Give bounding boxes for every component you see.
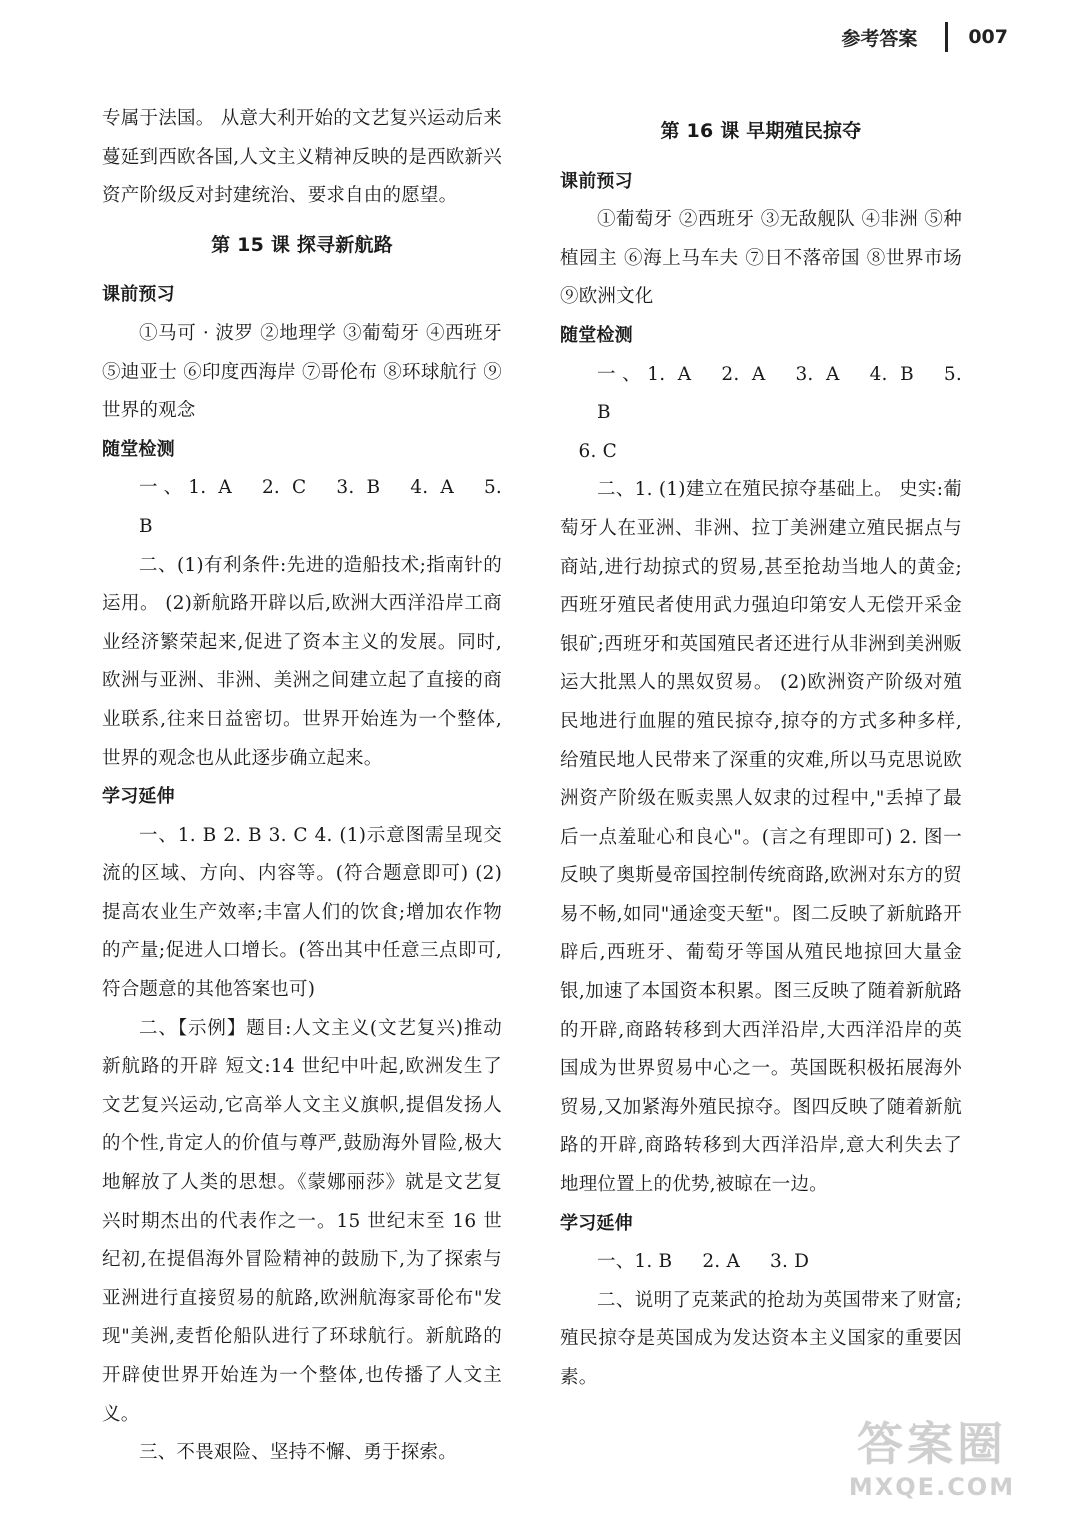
- answer: 3. A: [795, 363, 840, 385]
- answer: 4. A: [410, 477, 454, 499]
- right-extend-paragraph-2: 二、说明了克莱武的抢劫为英国带来了财富;殖民掠夺是英国成为发达资本主义国家的重要因素。: [560, 1289, 962, 1388]
- header-section-label: 参考答案: [841, 27, 918, 50]
- answer: 2. A: [721, 363, 766, 385]
- answer: 2. A: [702, 1251, 741, 1273]
- header-divider: [945, 22, 948, 52]
- left-preview-heading: 课前预习: [102, 284, 175, 306]
- left-extend-paragraph-1: 一、1. B 2. B 3. C 4. (1)示意图需呈现交流的区域、方向、内容等。(符合题意即可) (2)提高农业生产效率;丰富人们的饮食;增加农作物的产量;促进人口增长。(答出其中任意三点即可,符合题意的其他答案也可): [102, 824, 502, 1001]
- right-extend-heading: 学习延伸: [560, 1212, 633, 1234]
- left-column: [102, 100, 502, 1473]
- answer: 4. B: [869, 363, 914, 385]
- answer: 2. C: [261, 477, 307, 499]
- left-check-paragraph: 二、(1)有利条件:先进的造船技术;指南针的运用。 (2)新航路开辟以后,欧洲大西洋沿岸工商业经济繁荣起来,促进了资本主义的发展。同时,欧洲与亚洲、非洲、美洲之间建立起了直接的商业联系,往来日益密切。世界开始连为一个整体,世界的观念也从此逐步确立起来。: [102, 554, 502, 769]
- left-extend-paragraph-2: 二、【示例】题目:人文主义(文艺复兴)推动新航路的开辟 短文:14 世纪中叶起,欧洲发生了文艺复兴运动,它高举人文主义旗帜,提倡发扬人的个性,肯定人的价值与尊严,鼓励海外冒险,极大地解放了人类的思想。《蒙娜丽莎》就是文艺复兴时期杰出的代表作之一。15 世纪末至 16 世纪初,在提倡海外冒险精神的鼓励下,为了探索与亚洲进行直接贸易的航路,欧洲航海家哥伦布"发现"美洲,麦哲伦船队进行了环球航行。新航路的开辟使世界开始连为一个整体,也传播了人文主义。: [102, 1017, 502, 1425]
- page-header: [841, 22, 1008, 52]
- left-extend-heading: 学习延伸: [102, 786, 175, 808]
- watermark-logo-text: 答案圈: [857, 1417, 1007, 1471]
- lesson-16-title: 第 16 课 早期殖民掠夺: [660, 120, 862, 142]
- intro-paragraph: 专属于法国。 从意大利开始的文艺复兴运动后来蔓延到西欧各国,人文主义精神反映的是西欧新兴资产阶级反对封建统治、要求自由的愿望。: [102, 108, 502, 207]
- answer: 3. D: [770, 1251, 810, 1273]
- right-column: [560, 100, 962, 1398]
- left-extend-paragraph-3: 三、不畏艰险、坚持不懈、勇于探索。: [139, 1442, 457, 1464]
- left-check-answers: [102, 469, 502, 546]
- site-watermark: [832, 1416, 1032, 1508]
- answer: 一、1. A: [139, 477, 232, 499]
- answer: 5. B: [139, 477, 502, 537]
- left-check-heading: 随堂检测: [102, 438, 175, 460]
- right-preview-text: ①葡萄牙 ②西班牙 ③无敌舰队 ④非洲 ⑤种植园主 ⑥海上马车夫 ⑦日不落帝国 ⑧世界市场 ⑨欧洲文化: [560, 209, 962, 308]
- left-preview-text: ①马可 · 波罗 ②地理学 ③葡萄牙 ④西班牙 ⑤迪亚士 ⑥印度西海岸 ⑦哥伦布 ⑧环球航行 ⑨世界的观念: [102, 322, 502, 422]
- answer: 一、1. A: [597, 363, 692, 385]
- watermark-url: MXQE.COM: [848, 1473, 1016, 1501]
- right-check-answers: [560, 356, 962, 433]
- right-extend-answers: [560, 1243, 962, 1282]
- right-preview-heading: 课前预习: [560, 170, 633, 192]
- answer: 3. B: [336, 477, 381, 499]
- answer: 5. B: [597, 363, 962, 424]
- right-check-answer-6: 6. C: [578, 440, 617, 462]
- lesson-15-title: 第 15 课 探寻新航路: [211, 233, 393, 256]
- answer: 一、1. B: [597, 1251, 673, 1273]
- right-check-paragraph: 二、1. (1)建立在殖民掠夺基础上。 史实:葡萄牙人在亚洲、非洲、拉丁美洲建立殖民据点与商站,进行劫掠式的贸易,甚至抢劫当地人的黄金;西班牙殖民者使用武力强迫印第安人无偿开采金银矿;西班牙和英国殖民者还进行从非洲到美洲贩运大批黑人的黑奴贸易。 (2)欧洲资产阶级对殖民地进行血腥的殖民掠夺,掠夺的方式多种多样,给殖民地人民带来了深重的灾难,所以马克思说欧洲资产阶级在贩卖黑人奴隶的过程中,"丢掉了最后一点羞耻心和良心"。(言之有理即可) 2. 图一反映了奥斯曼帝国控制传统商路,欧洲对东方的贸易不畅,如同"通途变天堑"。图二反映了新航路开辟后,西班牙、葡萄牙等国从殖民地掠回大量金银,加速了本国资本积累。图三反映了随着新航路的开辟,商路转移到大西洋沿岸,大西洋沿岸的英国成为世界贸易中心之一。英国既积极拓展海外贸易,又加紧海外殖民掠夺。图四反映了随着新航路的开辟,商路转移到大西洋沿岸,意大利失去了地理位置上的优势,被晾在一边。: [560, 479, 962, 1196]
- right-check-heading: 随堂检测: [560, 324, 633, 346]
- page-number: 007: [968, 26, 1008, 48]
